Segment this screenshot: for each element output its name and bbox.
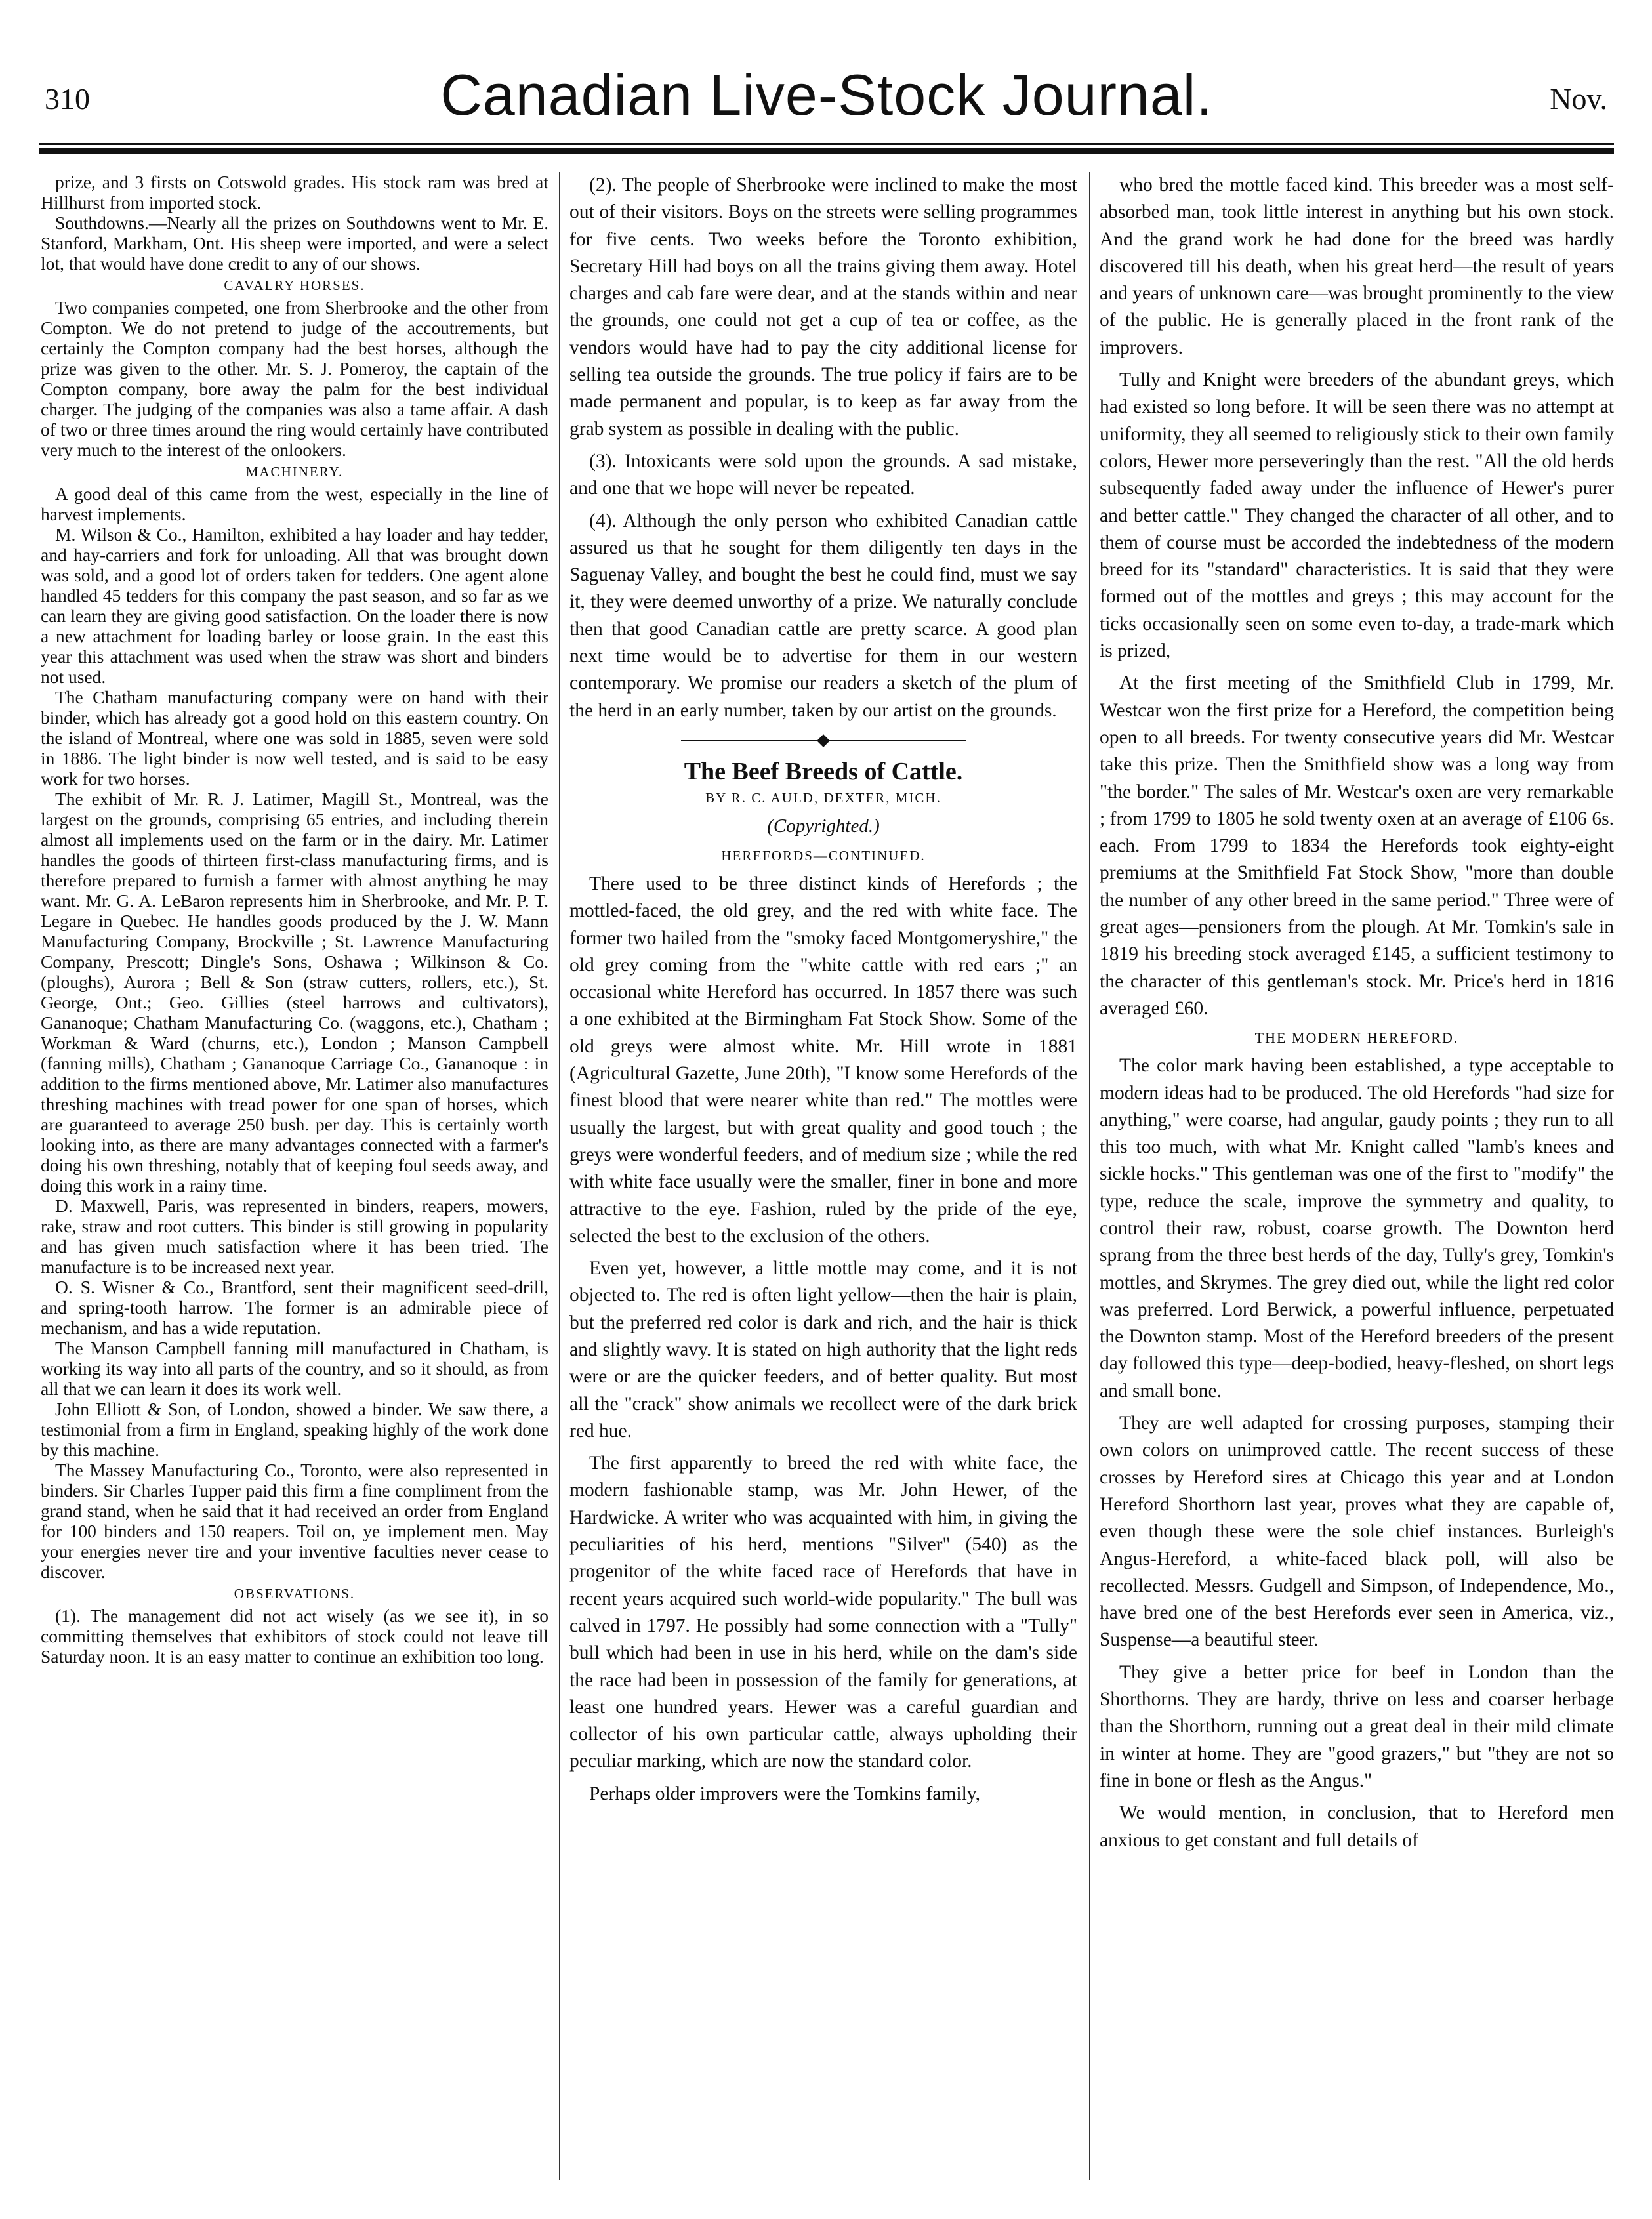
paragraph: (2). The people of Sherbrooke were inclined to make the most out of their visitors. Boys on the streets were selling programmes for five cents. Two weeks before the Toronto exhibition, Secretary Hill had boys on all the trains giving them away. Hotel charges and cab fare were dear, and at the stands within and near the grounds, one could not get a cup of tea or coffee, as the vendors would have had to pay the city additional license for selling tea outside the grounds. The true policy if fairs are to be made permanent and popular, is to keep as far away from the grab system as possible in dealing with the public.: [569, 175, 1077, 440]
observations-continued: [569, 172, 1077, 724]
paragraph: There used to be three distinct kinds of Herefords ; the mottled-faced, the old grey, and the red with white face. The former two hailed from the "smoky faced Montgomeryshire," the old grey coming from the "white cattle with red ears ;" an occasional white Hereford has occurred. In 1857 there was such a one exhibited at the Birmingham Fat Stock Show. Some of the old greys were almost white. Mr. Hill wrote in 1881 (Agricultural Gazette, June 20th), "I know some Herefords of the finest blood that were nearer white than red." The mottles were usually the largest, but with great quality and good touch ; the greys were wonderful feeders, and of medium size ; while the red with white face usually were the smaller, finer in bone and more attractive to the eye. Fashion, ruled by the pride of the eye, selected the best to the exclusion of the others.: [569, 873, 1077, 1247]
column-divider: [1089, 172, 1090, 2180]
article-body-continued: [1100, 172, 1614, 1022]
paragraph: D. Maxwell, Paris, was represented in binders, reapers, mowers, rake, straw and root cutters. This binder is still growing in popularity and has given much satisfaction where it has been tried. The manufacture is to be increased next year.: [41, 1195, 548, 1277]
paragraph: A good deal of this came from the west, especially in the line of harvest implements.: [41, 484, 548, 524]
paragraph: At the first meeting of the Smithfield Club in 1799, Mr. Westcar won the first prize for a Hereford, the competition being open to all breeds. For twenty consecutive years did Mr. Westcar take this prize. Then the Smithfield show was a long way from "the border." The sales of Mr. Westcar's oxen are very remarkable ; from 1799 to 1805 he sold twenty oxen at an average of £106 6s. each. From 1799 to 1834 the Herefords took eighty-eight premiums at the Smithfield Fat Stock Show, "more than double the number of any other breed in the same period." Three were of great ages—pensioners from the plough. At Mr. Tomkin's sale in 1819 his breeding stock averaged £145, a sufficient testimony to the character of this gentleman's stock. Mr. Price's herd in 1816 averaged £60.: [1100, 673, 1614, 1019]
paragraph: Even yet, however, a little mottle may come, and it is not objected to. The red is often light yellow—then the hair is plain, but the preferred red color is dark and rich, and the hair is thick and slightly wavy. It is stated on high authority that the light reds were or are the quicker feeders, and of better quality. But most all the "crack" show animals we recollect were of the dark brick red hue.: [569, 1258, 1077, 1441]
separator-diamond-icon: [817, 734, 830, 747]
paragraph: We would mention, in conclusion, that to Hereford men anxious to get constant and full details of: [1100, 1802, 1614, 1851]
paragraph: Two companies competed, one from Sherbrooke and the other from Compton. We do not pretend to judge of the accoutrements, but certainly the Compton company had the best horses, although the prize was given to the other. Mr. S. J. Pomeroy, the captain of the Compton company, bore away the palm for the best individual charger. The judging of the companies was also a tame affair. A dash of two or three times around the ring would certainly have contributed very much to the interest of the onlookers.: [41, 297, 548, 460]
paragraph: The color mark having been established, a type acceptable to modern ideas had to be produced. The old Herefords "had size for anything," were coarse, had angular, gaudy points ; they run to all this too much, with what Mr. Knight called "lamb's knees and sickle hocks." This gentleman was one of the first to "modify" the type, reduce the scale, improve the symmetry and quality, to control their raw, robust, coarse growth. The Downton herd sprang from the three best herds of the day, Tully's grey, Tomkin's mottles, and Skrymes. The grey died out, while the light red color was preferred. Lord Berwick, a powerful influence, perpetuated the Downton stamp. Most of the Hereford breeders of the present day followed this type—deep-bodied, heavy-fleshed, on short legs and small bone.: [1100, 1055, 1614, 1401]
issue-month: Nov.: [1550, 82, 1607, 115]
paragraph: They are well adapted for crossing purposes, stamping their own colors on unimproved cattle. The recent success of these crosses by Hereford sires at Chicago this year and at London Hereford Shorthorn last year, proves what they are capable of, even though these were the sole chief instances. Burleigh's Angus-Hereford, a white-faced black poll, will also be recollected. Messrs. Gudgell and Simpson, of Independence, Mo., have bred one of the best Herefords ever seen in America, viz., Suspense—a beautiful steer.: [1100, 1413, 1614, 1651]
paragraph: (3). Intoxicants were sold upon the grounds. A sad mistake, and one that we hope will never be repeated.: [569, 450, 1077, 499]
column-1: [41, 172, 548, 2173]
paragraph: Tully and Knight were breeders of the abundant greys, which had existed so long before. It will be seen there was no attempt at uniformity, they all seemed to religiously stick to their own family colors, Hewer more perseveringly than the rest. "All the old herds subsequently faded away under the influence of Hewer's purer and better cattle." They changed the character of all other, and to them of course must be accorded the indebtedness of the modern breed for its "standard" characteristics. It is said that they were formed out of the mottles and greys ; this may account for the ticks occasionally seen on some even to-day, a trade-mark which is prized,: [1100, 369, 1614, 662]
paragraph: Perhaps older improvers were the Tomkins family,: [589, 1783, 980, 1804]
section-heading: MACHINERY.: [245, 464, 344, 480]
paragraph: John Elliott & Son, of London, showed a binder. We saw there, a testimonial from a firm in England, speaking highly of the work done by this machine.: [41, 1399, 548, 1460]
paragraph: The Massey Manufacturing Co., Toronto, were also represented in binders. Sir Charles Tupper paid this firm a fine compliment from the grand stand, when he said that it had received an order from England for 100 binders and 150 reapers. Toil on, ye implement men. May your energies never tire and your inventive faculties never cease to discover.: [41, 1460, 548, 1582]
paragraph: Southdowns.—Nearly all the prizes on Southdowns went to Mr. E. Stanford, Markham, Ont. His sheep were imported, and were a select lot, that would have done credit to any of our shows.: [41, 213, 548, 274]
copyright-note: (Copyrighted.): [767, 815, 880, 837]
column-3: [1100, 172, 1614, 2173]
article-body: [569, 871, 1077, 1808]
section-heading: HEREFORDS—CONTINUED.: [721, 847, 926, 863]
section-heading: OBSERVATIONS.: [234, 1586, 356, 1602]
paragraph: The Manson Campbell fanning mill manufactured in Chatham, is working its way into all parts of the country, and so it should, as from all that we can learn it does its work well.: [41, 1338, 548, 1399]
paragraph: O. S. Wisner & Co., Brantford, sent their magnificent seed-drill, and spring-tooth harrow. The former is an admirable piece of mechanism, and has a wide reputation.: [41, 1277, 548, 1338]
section-heading: THE MODERN HEREFORD.: [1254, 1029, 1459, 1047]
paragraph: The exhibit of Mr. R. J. Latimer, Magill St., Montreal, was the largest on the grounds, comprising 65 entries, and including therein almost all implements used on the farm or in the dairy. Mr. Latimer handles the goods of thirteen first-class manufacturing firms, and is therefore prepared to furnish a farmer with almost anything he may want. Mr. G. A. LeBaron represents him in Sherbrooke, and Mr. P. T. Legare in Quebec. He handles goods produced by the J. W. Mann Manufacturing Company, Brockville ; St. Lawrence Manufacturing Company, Prescott; Dingle's Sons, Oshawa ; Wilkinson & Co. (ploughs), Aurora ; Bell & Son (straw cutters, rollers, etc.), St. George, Ont.; Geo. Gillies (steel harrows and cultivators), Gananoque; Chatham Manufacturing Co. (waggons, etc.), Chatham ; Workman & Ward (churns, etc.), London ; Manson Campbell (fanning mills), Chatham ; Gananoque Carriage Co., Gananoque : in addition to the firms mentioned above, Mr. Latimer also manufactures threshing machines with tread power for one span of horses, which are guaranteed to average 250 bush. per day. This is certainly worth looking into, as there are many advantages connected with a farmer's doing his own threshing, notably that of keeping foul seeds away, and doing this work in a rainy time.: [41, 789, 548, 1195]
paragraph: The Chatham manufacturing company were on hand with their binder, which has already got a good hold on this eastern country. On the island of Montreal, where one was sold in 1885, seven were sold in 1886. The light binder is now well tested, and is said to be easy work for two horses.: [41, 687, 548, 789]
article-separator: [569, 730, 1077, 752]
paragraph: prize, and 3 firsts on Cotswold grades. His stock ram was bred at Hillhurst from imported stock.: [41, 172, 548, 213]
column-2: [569, 172, 1077, 2173]
header-rule-thin: [39, 143, 1614, 145]
modern-hereford-body: [1100, 1052, 1614, 1854]
paragraph: M. Wilson & Co., Hamilton, exhibited a hay loader and hay tedder, and hay-carriers and fork for unloading. All that was brought down was sold, and a good lot of orders taken for tedders. One agent alone handled 45 tedders for this company the past season, and so far as we can learn they are giving good satisfaction. On the loader there is now a new attachment for loading barley or loose grain. In the east this year this attachment was used when the straw was short and binders not used.: [41, 524, 548, 687]
paragraph: They give a better price for beef in London than the Shorthorns. They are hardy, thrive on less and coarser herbage than the Shorthorn, running out a great deal in their mild climate in winter at home. They are "good grazers," but "they are not so fine in bone or flesh as the Angus.": [1100, 1661, 1614, 1791]
paragraph: The first apparently to breed the red with white face, the modern fashionable stamp, was Mr. John Hewer, of the Hardwicke. A writer who was acquainted with him, in giving the peculiarities of his herd, mentions "Silver" (540) as the progenitor of the white faced race of Herefords that have in recent years acquired such world-wide popularity." The bull was calved in 1797. He possibly had some connection with a "Tully" bull which had been in use in his herd, while on the dam's side the race had been in possession of the family for generations, at least one hundred years. Hewer was a careful guardian and collector of his own particular cattle, always upholding their peculiar marking, which are now the standard color.: [569, 1453, 1077, 1772]
paragraph: (1). The management did not act wisely (as we see it), in so committing themselves that exhibitors of stock could not leave till Saturday noon. It is an easy matter to continue an exhibition too long.: [41, 1606, 548, 1667]
paragraph: who bred the mottle faced kind. This breeder was a most self-absorbed man, took little interest in anything but his own stock. And the grand work he had done for the breed was hardly discovered till his death, when his great herd—the result of years and years of unknown care—was brought prominently to the view of the public. He is generally placed in the front rank of the improvers.: [1100, 175, 1614, 358]
section-heading: CAVALRY HORSES.: [224, 278, 365, 293]
paragraph: (4). Although the only person who exhibited Canadian cattle assured us that he sought for them diligently ten days in the Saguenay Valley, and bought the best he could find, must we say it, they were deemed unworthy of a prize. We naturally conclude then that good Canadian cattle are pretty scarce. A good plan next time would be to advertise for them in our western contemporary. We promise our readers a sketch of the plum of the herd in an early number, taken by our artist on the grounds.: [569, 510, 1077, 721]
page-number: 310: [45, 82, 90, 115]
column-divider: [559, 172, 560, 2180]
journal-title: Canadian Live-Stock Journal.: [440, 62, 1213, 127]
header-rule-thick: [39, 148, 1614, 154]
article-title: The Beef Breeds of Cattle.: [684, 757, 963, 785]
article-byline: BY R. C. AULD, DEXTER, MICH.: [705, 789, 941, 806]
masthead: [39, 62, 1614, 138]
